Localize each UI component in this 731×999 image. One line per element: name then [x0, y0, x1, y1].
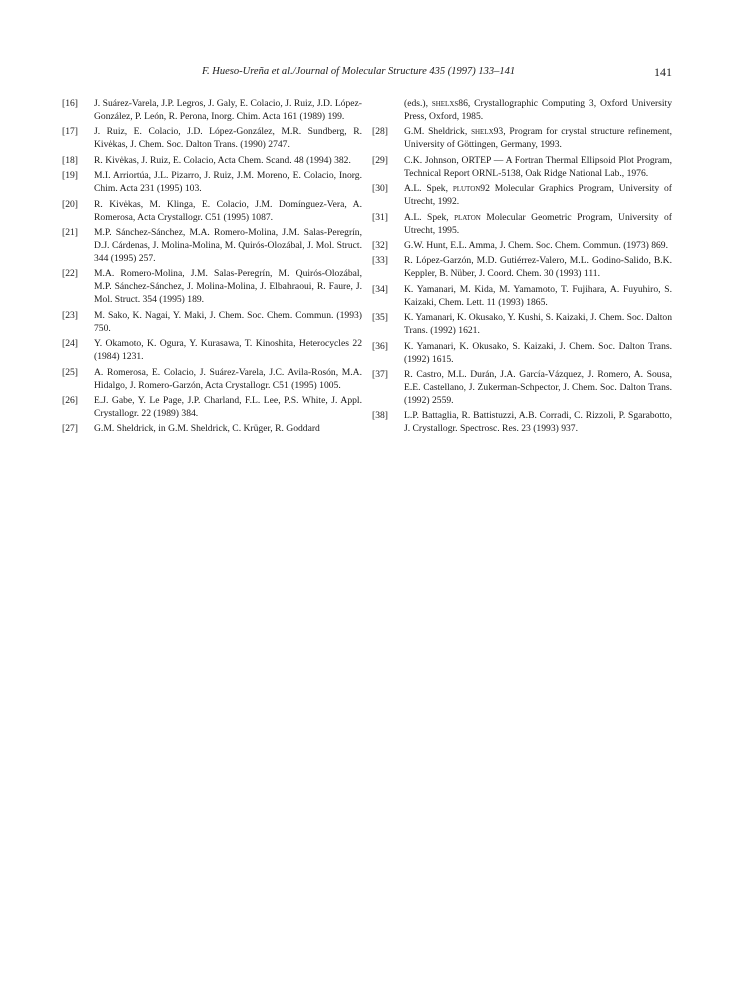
program-name: shelxs86 — [431, 98, 468, 109]
reference-number: [24] — [62, 338, 78, 350]
reference-number: [33] — [372, 255, 388, 267]
reference-text: G.W. Hunt, E.L. Amma, J. Chem. Soc. Chem. Commun. (1973) 869. — [404, 239, 668, 251]
reference-number: [35] — [372, 312, 388, 324]
reference-text: C.K. Johnson, ORTEP — A Fortran Thermal Ellipsoid Plot Program, Technical Report ORNL-5138, Oak Ridge National Lab., 1976. — [404, 154, 672, 179]
reference-text: G.M. Sheldrick, in G.M. Sheldrick, C. Krüger, R. Goddard — [94, 423, 320, 435]
reference-text: A. Romerosa, E. Colacio, J. Suárez-Varela, J.C. Avila-Rosón, M.A. Hidalgo, J. Romero-Garzón, Acta Crystallogr. C51 (1995) 1005. — [94, 366, 362, 391]
reference-item — [62, 267, 362, 306]
page-number: 141 — [654, 65, 672, 79]
reference-number: [26] — [62, 394, 78, 406]
reference-item — [372, 340, 672, 366]
reference-text: K. Yamanari, K. Okusako, Y. Kushi, S. Kaizaki, J. Chem. Soc. Dalton Trans. (1992) 1621. — [404, 312, 672, 337]
reference-text: K. Yamanari, K. Okusako, S. Kaizaki, J. Chem. Soc. Dalton Trans. (1992) 1615. — [404, 340, 672, 365]
reference-number: [17] — [62, 126, 78, 138]
reference-text: M.A. Romero-Molina, J.M. Salas-Peregrín, M. Quirós-Olozábal, M.P. Sánchez-Sánchez, J. Molina-Molina, J. Elbahraoui, R. Faure, J. Mol. Struct. 354 (1995) 189. — [94, 268, 362, 306]
reference-text: R. López-Garzón, M.D. Gutiérrez-Valero, M.L. Godino-Salido, B.K. Keppler, B. Nüber, J. Coord. Chem. 30 (1993) 111. — [404, 255, 672, 280]
reference-text: R. Castro, M.L. Durán, J.A. García-Vázquez, J. Romero, A. Sousa, E.E. Castellano, J. Zukerman-Schpector, J. Chem. Soc. Dalton Trans. (1992) 2559. — [404, 368, 672, 406]
reference-item — [62, 394, 362, 420]
reference-number: [27] — [62, 423, 78, 435]
reference-number: [21] — [62, 226, 78, 238]
reference-item — [62, 337, 362, 363]
reference-text: A.L. Spek, — [404, 211, 455, 223]
reference-number: [34] — [372, 283, 388, 295]
reference-item — [372, 283, 672, 309]
reference-item — [372, 311, 672, 337]
reference-item — [372, 182, 672, 208]
reference-item — [372, 125, 672, 151]
reference-number: [29] — [372, 154, 388, 166]
running-head: F. Hueso-Ureña et al./Journal of Molecular Structure 435 (1997) 133–141 — [202, 66, 516, 77]
reference-number: [28] — [372, 126, 388, 138]
reference-text: L.P. Battaglia, R. Battistuzzi, A.B. Corradi, C. Rizzoli, P. Sgarabotto, J. Crystallogr. Spectrosc. Res. 23 (1993) 937. — [404, 410, 672, 435]
reference-item — [372, 368, 672, 407]
reference-number: [20] — [62, 198, 78, 210]
reference-text: G.M. Sheldrick, — [404, 126, 472, 138]
reference-text: Molecular Geometric Program, University of Utrecht, 1995. — [404, 211, 672, 236]
reference-number: [32] — [372, 239, 388, 251]
reference-item — [62, 366, 362, 392]
program-name: pluton92 — [452, 183, 490, 195]
references-right-column — [372, 97, 672, 438]
reference-number: [38] — [372, 410, 388, 422]
reference-item — [62, 226, 362, 265]
reference-text: J. Ruiz, E. Colacio, J.D. López-González, M.R. Sundberg, R. Kivėkas, J. Chem. Soc. Dalton Trans. (1990) 2747. — [94, 126, 362, 151]
program-name: shelx93 — [471, 126, 504, 138]
reference-item — [372, 409, 672, 435]
reference-item — [62, 422, 362, 435]
reference-text: J. Suárez-Varela, J.P. Legros, J. Galy, E. Colacio, J. Ruiz, J.D. López-González, P. León, R. Perona, Inorg. Chim. Acta 161 (1989) 199. — [94, 98, 362, 122]
reference-text: M. Sako, K. Nagai, Y. Maki, J. Chem. Soc. Chem. Commun. (1993) 750. — [94, 309, 362, 334]
reference-text: E.J. Gabe, Y. Le Page, J.P. Charland, F.L. Lee, P.S. White, J. Appl. Crystallogr. 22 (1989) 384. — [94, 394, 362, 419]
reference-text: R. Kivėkas, J. Ruiz, E. Colacio, Acta Chem. Scand. 48 (1994) 382. — [94, 154, 351, 166]
reference-number: [18] — [62, 154, 78, 166]
reference-text: Molecular Graphics Program, University of Utrecht, 1992. — [404, 183, 673, 208]
reference-item — [62, 97, 362, 123]
reference-number: [36] — [372, 340, 388, 352]
reference-text: K. Yamanari, M. Kida, M. Yamamoto, T. Fujihara, A. Fuyuhiro, S. Kaizaki, Chem. Lett. 11 (1993) 1865. — [404, 283, 672, 308]
reference-text: (eds.), — [404, 98, 432, 109]
reference-text: A.L. Spek, — [404, 183, 453, 195]
reference-number: [16] — [62, 98, 78, 109]
program-name: platon — [454, 211, 481, 223]
reference-item — [372, 211, 672, 237]
reference-item — [62, 125, 362, 151]
reference-number: [30] — [372, 183, 388, 195]
reference-continuation — [372, 97, 672, 123]
reference-number: [37] — [372, 368, 388, 380]
reference-text: , Program for crystal structure refinement, University of Göttingen, Germany, 1993. — [404, 126, 672, 151]
reference-number: [25] — [62, 366, 78, 378]
reference-number: [31] — [372, 211, 388, 223]
references-left-column — [62, 97, 362, 438]
page-header — [60, 66, 672, 82]
reference-item — [372, 254, 672, 280]
reference-text: , Crystallographic Computing 3, Oxford University Press, Oxford, 1985. — [404, 98, 673, 122]
reference-item — [372, 239, 672, 252]
reference-text: M.P. Sánchez-Sánchez, M.A. Romero-Molina, J.M. Salas-Peregrín, D.J. Cárdenas, J. Molina-Molina, M. Quirós-Olozábal, J. Mol. Struct. 344 (1995) 257. — [94, 226, 362, 264]
reference-number: [22] — [62, 268, 78, 280]
reference-number: [23] — [62, 309, 78, 321]
reference-text: M.I. Arriortúa, J.L. Pizarro, J. Ruiz, J.M. Moreno, E. Colacio, Inorg. Chim. Acta 231 (1995) 103. — [94, 170, 362, 195]
reference-item — [62, 169, 362, 195]
reference-item — [372, 154, 672, 180]
reference-text: R. Kivėkas, M. Klinga, E. Colacio, J.M. Domínguez-Vera, A. Romerosa, Acta Crystallogr. C51 (1995) 1087. — [94, 198, 362, 223]
reference-item — [62, 198, 362, 224]
reference-number: [19] — [62, 170, 78, 182]
reference-item — [62, 309, 362, 335]
reference-text: Y. Okamoto, K. Ogura, Y. Kurasawa, T. Kinoshita, Heterocycles 22 (1984) 1231. — [94, 338, 362, 363]
reference-item — [62, 154, 362, 167]
